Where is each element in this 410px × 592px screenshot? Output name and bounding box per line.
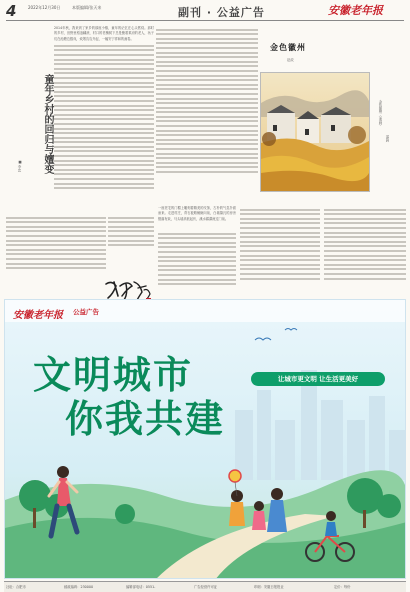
public-service-poster: [4, 299, 406, 579]
footer-item: 定价：每份: [334, 585, 351, 589]
painting-artist: 邵晨: [385, 135, 389, 142]
page-header: [0, 0, 410, 24]
article2-body-text: 一座老宅的门楣上雕刻着精美的纹饰，古朴的气息扑面而来。走进村庄，青石板路蜿蜒向前，白墙黛瓦的房舍错落有致，马头墙高低起伏，溪水潺潺流过门前。: [158, 206, 236, 221]
issue-date: 2022年12月30日: [28, 5, 61, 10]
article2-body-column: [324, 206, 406, 296]
article2-body-column: [240, 206, 320, 296]
footer-item: 广告经营许可证: [194, 585, 218, 589]
poster-masthead: 安徽老年报: [13, 310, 63, 321]
poster-slogan: 让城市更文明 让生活更美好: [251, 372, 385, 386]
newspaper-masthead: 安徽老年报: [328, 4, 383, 17]
article-title: 童年乡村的回归与嬗变: [42, 74, 53, 174]
oil-painting-image: [260, 72, 370, 192]
page-footer: [4, 581, 406, 592]
painting-caption: 金色徽州（油画）: [378, 100, 382, 128]
poster-headline-line2: 你我共建: [65, 397, 226, 441]
article2-body-column: [158, 230, 236, 296]
article-body-column: [108, 214, 154, 276]
article-body-column: [54, 26, 154, 214]
article-body-column: [6, 214, 106, 276]
painting-title: 金色徽州: [270, 42, 306, 52]
article-body-text: 2014年秋，我来到了家乡的那座小镇，童年的记忆在心头萦绕。那时的乡村，田野里稻浪翻滚，村口的老槐树下总是聚着乘凉的老人，孩子们在池塘边嬉戏，炊烟袅袅升起，一幅安宁祥和的画卷。: [54, 26, 154, 41]
editor-line: 本版编辑/张天来: [72, 5, 102, 10]
painting-credit: 赵政: [287, 58, 294, 62]
header-rule: [6, 20, 404, 21]
page-number: 4: [6, 2, 17, 20]
footer-item: 印刷：安徽日报报业: [254, 585, 284, 589]
section-title: 副刊 · 公益广告: [178, 6, 265, 19]
footer-item: 社址：合肥市: [6, 585, 26, 589]
footer-item: 编辑部电话：0551-: [126, 585, 156, 589]
painting-scene: [261, 73, 369, 191]
poster-tag: 公益广告: [73, 308, 99, 316]
poster-headline-line1: 文明城市: [33, 353, 194, 397]
article-author: ■ 李忠: [18, 160, 22, 173]
footer-item: 邮政编码：230000: [64, 585, 94, 589]
